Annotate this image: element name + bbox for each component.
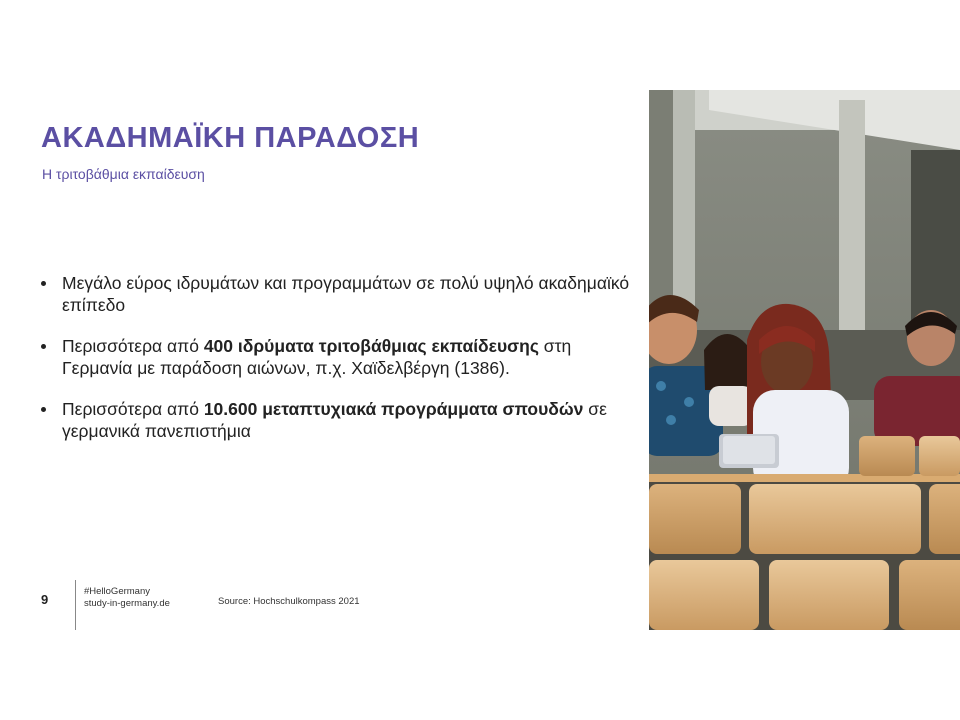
page-number: 9 [41,592,49,607]
bullet-dot [41,281,46,286]
bullet-text: Μεγάλο εύρος ιδρυμάτων και προγραμμάτων σε πολύ υψηλό ακαδημαϊκό επίπεδο [62,273,630,315]
bullet-text: στη Γερμανία με παράδοση αιώνων, π.χ. Χαϊδελβέργη (1386). [62,336,572,378]
lecture-hall-illustration [649,90,960,630]
bullet-item-2 [40,335,630,379]
footer-brand [84,586,170,610]
bullet-dot [41,344,46,349]
lecture-hall-photo [649,90,960,630]
bullet-emphasis: 400 ιδρύματα τριτοβάθμιας εκπαίδευσης [203,336,539,356]
footer-website: study-in-germany.de [84,598,170,609]
bullet-emphasis: 10.600 μεταπτυχιακά προγράμματα σπουδών [203,399,584,419]
bullet-text: Περισσότερα από [62,336,204,356]
bullet-text: σε γερμανικά πανεπιστήμια [62,399,607,441]
source-note: Source: Hochschulkompass 2021 [218,596,360,607]
slide-title: ΑΚΑΔΗΜΑΪΚΗ ΠΑΡΑΔΟΣΗ [41,122,420,154]
bullet-dot [41,407,46,412]
footer-hashtag: #HelloGermany [84,586,150,597]
footer-divider [75,580,76,630]
slide-subtitle: Η τριτοβάθμια εκπαίδευση [42,166,205,182]
bullet-text: Περισσότερα από [62,399,204,419]
bullet-item-3 [40,398,630,442]
bullet-list [40,272,630,461]
bullet-item-1 [40,272,630,316]
